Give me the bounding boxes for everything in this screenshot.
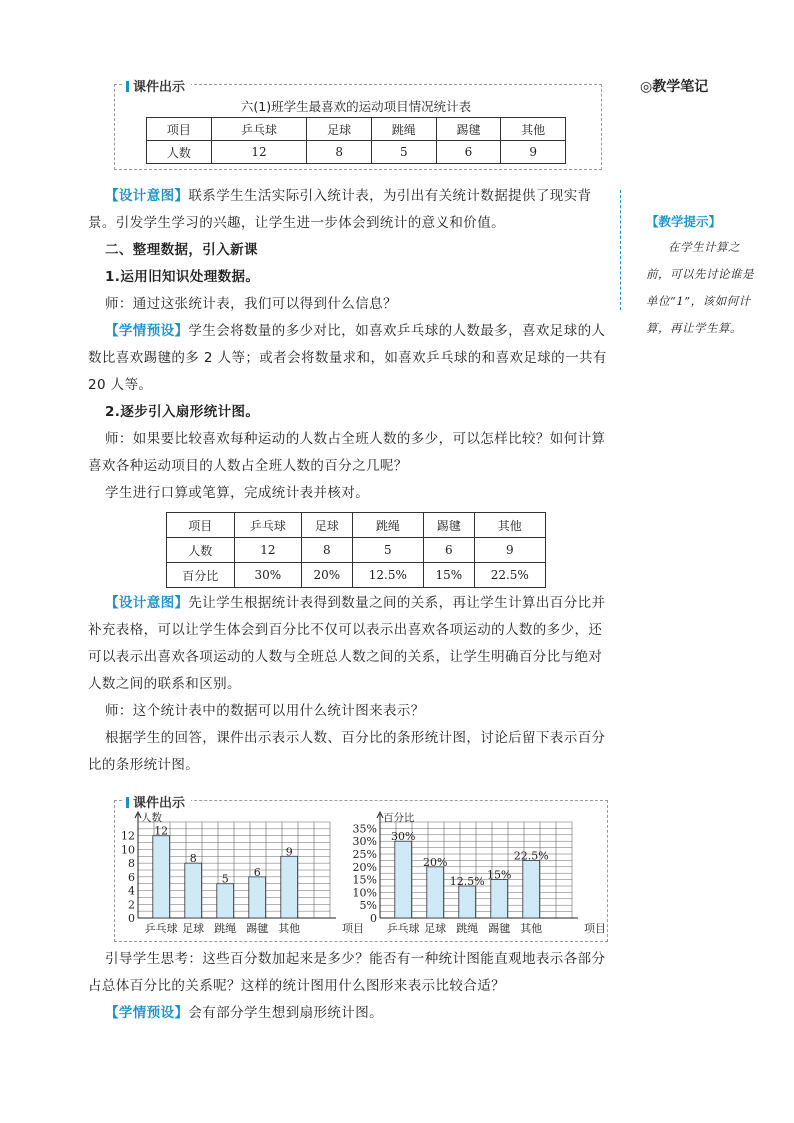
table-cell: 5	[371, 141, 436, 164]
section-heading: 二、整理数据，引入新课	[105, 242, 258, 258]
y-axis-label: 百分比	[383, 812, 415, 824]
table-cell: 8	[307, 141, 372, 164]
chart-bar	[427, 867, 444, 918]
y-tick-label: 6	[128, 870, 135, 884]
courseware-label-2	[122, 792, 191, 811]
sports-table	[146, 117, 566, 164]
bar-data-label: 5	[221, 872, 229, 886]
courseware-description: 根据学生的回答，课件出示表示人数、百分比的条形统计图，讨论后留下表示百分比的条形统计图。	[88, 730, 606, 773]
table-cell: 踢毽	[424, 513, 475, 538]
learning-preview-1	[88, 318, 608, 399]
table-cell: 足球	[307, 118, 372, 141]
bar-data-label: 8	[189, 852, 197, 866]
table-cell: 项目	[147, 118, 212, 141]
table-cell: 9	[501, 141, 566, 164]
table-cell: 20%	[302, 563, 353, 588]
y-tick-label: 2	[128, 898, 135, 912]
label-bar-icon	[126, 81, 129, 92]
x-axis-label: 项目	[342, 922, 364, 935]
y-tick-label: 15%	[352, 873, 377, 887]
y-tick-label: 20%	[352, 860, 377, 874]
table-cell: 百分比	[167, 563, 235, 588]
table-cell: 12.5%	[352, 563, 423, 588]
table-cell: 其他	[501, 118, 566, 141]
x-tick-label: 踢毽	[246, 922, 269, 935]
teacher-question-1: 师：通过这张统计表，我们可以得到什么信息？	[105, 296, 397, 312]
student-activity: 学生进行口算或笔算，完成统计表并核对。	[105, 485, 370, 501]
y-tick-label: 4	[128, 884, 135, 898]
y-tick-label: 0	[128, 912, 135, 925]
table-cell: 6	[424, 538, 475, 563]
x-tick-label: 跳绳	[456, 922, 479, 935]
table1-caption: 六(1)班学生最喜欢的运动项目情况统计表	[240, 99, 472, 114]
learning-preview-tag: 【学情预设】	[105, 1005, 189, 1021]
table-cell: 人数	[167, 538, 235, 563]
table-cell: 12	[234, 538, 302, 563]
table-cell: 跳绳	[352, 513, 423, 538]
table-row	[147, 141, 566, 164]
table-cell: 足球	[302, 513, 353, 538]
design-intent-2	[88, 590, 608, 698]
bar-data-label: 12	[154, 824, 169, 838]
label-bar-icon	[126, 797, 129, 808]
learning-preview-text: 学生会将数量的多少对比，如喜欢乒乓球的人数最多，喜欢足球的人数比喜欢踢毽的多 2 人等；或者会将数量求和，如喜欢乒乓球的和喜欢足球的一共有 20 人等。	[88, 323, 607, 393]
y-tick-label: 5%	[359, 899, 377, 913]
table-cell: 踢毽	[436, 118, 501, 141]
table-cell: 30%	[234, 563, 302, 588]
y-tick-label: 12	[121, 829, 135, 843]
guiding-question: 引导学生思考：这些百分数加起来是多少？能否有一种统计图能直观地表示各部分占总体百分比的关系呢？这样的统计图用什么图形来表示比较合适？	[88, 951, 606, 994]
table-cell: 项目	[167, 513, 235, 538]
teacher-question-2: 师：如果要比较喜欢每种运动的人数占全班人数的多少，可以怎样比较？如何计算喜欢各种运动项目的人数占全班人数的百分之几呢？	[88, 431, 606, 474]
teacher-question-3: 师：这个统计表中的数据可以用什么统计图来表示？	[105, 703, 425, 719]
count-bar-chart	[116, 812, 364, 936]
design-intent-tag: 【设计意图】	[105, 188, 189, 204]
table-cell: 其他	[474, 513, 545, 538]
table-cell: 22.5%	[474, 563, 545, 588]
y-axis-label: 人数	[141, 812, 162, 824]
x-tick-label: 跳绳	[214, 922, 237, 935]
table-cell: 跳绳	[371, 118, 436, 141]
design-intent-1	[88, 183, 608, 237]
percent-table	[166, 512, 546, 588]
subheading-2: 2.逐步引入扇形统计图。	[105, 404, 260, 420]
courseware-label-text: 课件出示	[133, 80, 186, 95]
bar-data-label: 20%	[422, 855, 448, 869]
courseware-label-1	[122, 76, 191, 95]
table-cell: 15%	[424, 563, 475, 588]
x-tick-label: 乒乓球	[144, 922, 178, 935]
x-tick-label: 其他	[520, 922, 543, 935]
x-tick-label: 乒乓球	[386, 922, 420, 935]
chart-bar	[459, 886, 476, 918]
learning-preview-2	[88, 1000, 608, 1027]
chart-bar	[153, 836, 170, 918]
courseware-label-text: 课件出示	[133, 796, 186, 811]
tip-text-content: 在学生计算之前，可以先讨论谁是单位“1”，该如何计算，再让学生算。	[646, 240, 754, 335]
tip-divider	[620, 190, 621, 310]
chart-bar	[249, 877, 266, 918]
x-tick-label: 足球	[182, 922, 205, 935]
chart-bar	[185, 863, 202, 918]
bar-data-label: 9	[285, 845, 293, 859]
table-row	[167, 513, 546, 538]
design-intent-tag: 【设计意图】	[105, 595, 189, 611]
table-cell: 12	[211, 141, 307, 164]
design-intent-text: 联系学生生活实际引入统计表，为引出有关统计数据提供了现实背景。引发学生学习的兴趣，让学生进一步体会到统计的意义和价值。	[88, 188, 592, 231]
table-cell: 8	[302, 538, 353, 563]
y-tick-label: 25%	[352, 848, 377, 861]
chart-bar	[491, 880, 508, 918]
y-tick-label: 0	[370, 912, 377, 925]
table-cell: 人数	[147, 141, 212, 164]
table-cell: 6	[436, 141, 501, 164]
y-tick-label: 10	[121, 843, 135, 857]
bar-data-label: 30%	[390, 830, 416, 844]
chart-bar	[217, 884, 234, 918]
y-tick-label: 35%	[352, 822, 377, 836]
notes-title: ◎教学笔记	[640, 79, 709, 95]
chart-bar	[395, 841, 412, 918]
subheading-1: 1.运用旧知识处理数据。	[105, 269, 260, 285]
table-cell: 乒乓球	[234, 513, 302, 538]
tip-text	[646, 234, 762, 342]
table-cell: 9	[474, 538, 545, 563]
chart-bar	[281, 856, 298, 918]
x-tick-label: 足球	[424, 922, 447, 935]
table-row	[167, 538, 546, 563]
x-axis-label: 项目	[584, 922, 606, 935]
bar-data-label: 12.5%	[449, 875, 485, 888]
table-cell: 5	[352, 538, 423, 563]
y-tick-label: 8	[128, 857, 135, 871]
y-tick-label: 30%	[352, 835, 377, 849]
learning-preview-tag: 【学情预设】	[105, 323, 189, 339]
bar-data-label: 6	[253, 865, 261, 879]
design-intent-text: 先让学生根据统计表得到数量之间的关系，再让学生计算出百分比并补充表格，可以让学生体会到百分比不仅可以表示出喜欢各项运动的人数的多少，还可以表示出喜欢各项运动的人数与全班总人数之间的关系，让学生明确百分比与绝对人数之间的联系和区别。	[88, 595, 606, 692]
table-row	[147, 118, 566, 141]
table-cell: 乒乓球	[211, 118, 307, 141]
x-tick-label: 踢毽	[488, 922, 511, 935]
x-tick-label: 其他	[278, 922, 301, 935]
chart-bar	[523, 860, 540, 918]
table-row	[167, 563, 546, 588]
bar-data-label: 22.5%	[513, 849, 549, 863]
y-tick-label: 10%	[352, 886, 377, 900]
percent-bar-chart	[350, 812, 604, 936]
learning-preview-text: 会有部分学生想到扇形统计图。	[188, 1005, 384, 1021]
tip-title: 【教学提示】	[646, 214, 722, 229]
bar-data-label: 15%	[486, 868, 512, 882]
